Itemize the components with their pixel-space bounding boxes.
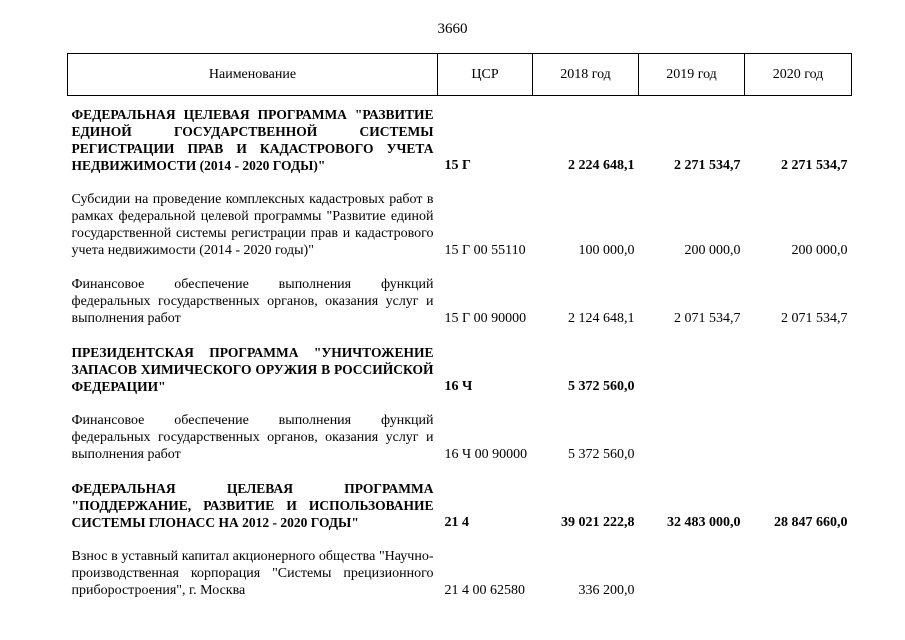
row-2019: 2 071 534,7 xyxy=(674,311,741,326)
table-row xyxy=(68,334,852,402)
table-body xyxy=(68,96,852,607)
table-row xyxy=(68,402,852,470)
header-csr: ЦСР xyxy=(438,54,533,96)
row-2020: 28 847 660,0 xyxy=(774,515,848,530)
row-csr: 21 4 00 62580 xyxy=(444,583,525,598)
row-name: Субсидии на проведение комплексных кадастровых работ в рамках федеральной целевой программы "Развитие единой государственной системы регистрации прав и кадастрового учета недвижимости (2014 - 2020 годы)" xyxy=(71,192,434,258)
row-2020: 200 000,0 xyxy=(791,243,848,258)
table-row xyxy=(68,266,852,334)
header-name: Наименование xyxy=(68,54,438,96)
row-csr: 15 Г xyxy=(444,158,471,173)
row-2019: 200 000,0 xyxy=(684,243,741,258)
page-number: 3660 xyxy=(437,21,468,37)
table-row xyxy=(68,96,852,182)
row-2018: 336 200,0 xyxy=(578,583,635,598)
row-2018: 2 124 648,1 xyxy=(568,311,635,326)
row-2019 xyxy=(639,402,745,470)
row-2020 xyxy=(745,402,852,470)
row-2020 xyxy=(745,538,852,606)
row-2018: 5 372 560,0 xyxy=(568,379,635,394)
header-2018: 2018 год xyxy=(533,54,639,96)
row-csr: 15 Г 00 55110 xyxy=(444,243,526,258)
row-csr: 15 Г 00 90000 xyxy=(444,311,527,326)
row-name: ФЕДЕРАЛЬНАЯ ЦЕЛЕВАЯ ПРОГРАММА "РАЗВИТИЕ ЕДИНОЙ ГОСУДАРСТВЕННОЙ СИСТЕМЫ РЕГИСТРАЦИИ ПРАВ И КАДАСТРОВОГО УЧЕТА НЕДВИЖИМОСТИ (2014 - 2020 ГОДЫ)" xyxy=(71,107,434,173)
row-2019: 2 271 534,7 xyxy=(674,158,741,173)
row-csr: 21 4 xyxy=(444,515,469,530)
table-header xyxy=(68,54,852,96)
table-row xyxy=(68,470,852,538)
row-2020: 2 271 534,7 xyxy=(781,158,848,173)
row-2018: 5 372 560,0 xyxy=(568,447,635,462)
table-row xyxy=(68,538,852,606)
row-2019 xyxy=(639,334,745,402)
row-name: ФЕДЕРАЛЬНАЯ ЦЕЛЕВАЯ ПРОГРАММА "ПОДДЕРЖАНИЕ, РАЗВИТИЕ И ИСПОЛЬЗОВАНИЕ СИСТЕМЫ ГЛОНАСС НА 2012 - 2020 ГОДЫ" xyxy=(71,481,434,530)
row-name: ПРЕЗИДЕНТСКАЯ ПРОГРАММА "УНИЧТОЖЕНИЕ ЗАПАСОВ ХИМИЧЕСКОГО ОРУЖИЯ В РОССИЙСКОЙ ФЕДЕРАЦИИ" xyxy=(71,345,434,394)
row-2019: 32 483 000,0 xyxy=(667,515,741,530)
budget-table xyxy=(67,53,852,606)
row-name: Взнос в уставный капитал акционерного общества "Научно-производственная корпорация "Системы прецизионного приборостроения", г. Москва xyxy=(71,549,434,598)
table-row xyxy=(68,181,852,266)
row-name: Финансовое обеспечение выполнения функций федеральных государственных органов, оказания услуг и выполнения работ xyxy=(71,277,434,326)
row-2018: 100 000,0 xyxy=(578,243,635,258)
row-csr: 16 Ч 00 90000 xyxy=(444,447,528,462)
row-name: Финансовое обеспечение выполнения функций федеральных государственных органов, оказания услуг и выполнения работ xyxy=(71,413,434,462)
row-2020 xyxy=(745,334,852,402)
header-2020: 2020 год xyxy=(745,54,852,96)
row-2018: 39 021 222,8 xyxy=(561,515,635,530)
header-2019: 2019 год xyxy=(639,54,745,96)
row-2018: 2 224 648,1 xyxy=(568,158,635,173)
row-2020: 2 071 534,7 xyxy=(781,311,848,326)
row-2019 xyxy=(639,538,745,606)
row-csr: 16 Ч xyxy=(444,379,473,394)
header-row xyxy=(68,54,852,96)
